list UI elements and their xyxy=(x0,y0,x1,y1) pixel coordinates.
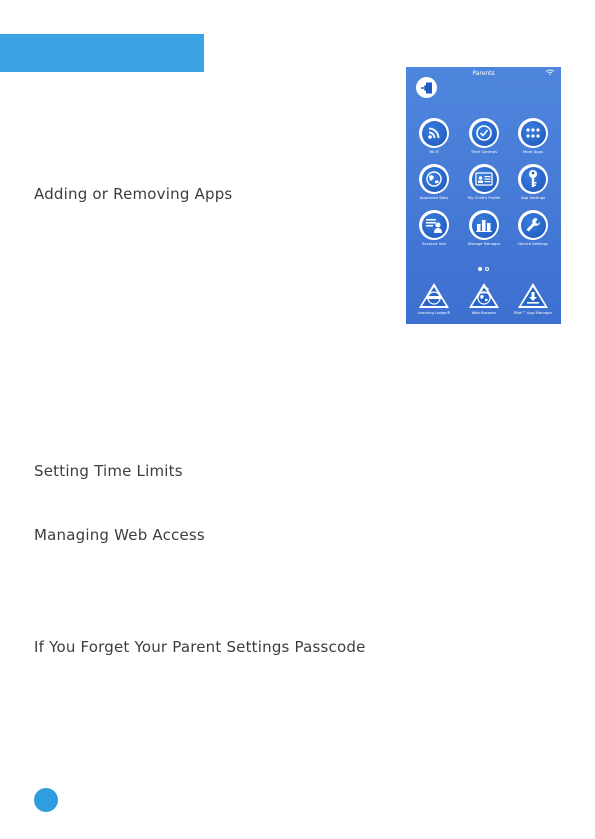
wifi-status-icon xyxy=(545,69,555,75)
dock-learning-lodge[interactable] xyxy=(412,282,456,322)
page-dot xyxy=(485,267,489,271)
wifi-icon xyxy=(426,125,442,141)
heading-setting-time-limits: Setting Time Limits xyxy=(34,462,183,480)
app-childs-profile[interactable] xyxy=(462,164,506,204)
clock-icon xyxy=(475,124,493,142)
page-indicator[interactable] xyxy=(406,267,561,273)
grid-dots-icon xyxy=(525,127,541,139)
page-dot-active xyxy=(478,267,482,271)
exit-door-icon[interactable] xyxy=(416,77,437,98)
app-label: Storage Manager xyxy=(467,241,501,246)
app-device-settings[interactable] xyxy=(511,210,555,250)
wrench-icon xyxy=(524,216,542,234)
app-label: Device Settings xyxy=(518,241,548,246)
profile-card-icon xyxy=(475,172,493,186)
app-approved-sites[interactable] xyxy=(412,164,456,204)
dock-web-browser[interactable] xyxy=(462,282,506,322)
app-more-apps[interactable] xyxy=(511,118,555,158)
dock-app-manager[interactable] xyxy=(511,282,555,322)
section-header-bar xyxy=(0,34,204,72)
app-app-settings[interactable] xyxy=(511,164,555,204)
app-label: Account Info xyxy=(422,241,446,246)
app-wifi[interactable] xyxy=(412,118,456,158)
dock-label: Pilot™ App Manager xyxy=(513,310,553,315)
parents-screen-screenshot xyxy=(406,67,561,324)
download-icon xyxy=(517,282,549,309)
heading-forget-passcode: If You Forget Your Parent Settings Passcode xyxy=(34,638,366,656)
heading-adding-removing-apps: Adding or Removing Apps xyxy=(34,185,233,203)
app-label: Wi-Fi xyxy=(429,149,439,154)
account-list-icon xyxy=(425,217,443,233)
app-storage-manager[interactable] xyxy=(462,210,506,250)
app-label: My Child's Profile xyxy=(467,195,501,200)
app-label: Approved Sites xyxy=(419,195,449,200)
app-account-info[interactable] xyxy=(412,210,456,250)
app-label: App Settings xyxy=(520,195,546,200)
screen-title: Parents xyxy=(472,70,495,77)
app-label: Time Controls xyxy=(470,149,498,154)
bar-chart-icon xyxy=(475,218,493,232)
dock-label: Web Browser xyxy=(471,310,497,315)
globe-icon xyxy=(425,170,443,188)
heading-managing-web-access: Managing Web Access xyxy=(34,526,205,544)
page-number-marker xyxy=(34,788,58,812)
app-label: More Apps xyxy=(522,149,543,154)
web-browser-icon xyxy=(468,282,500,309)
learning-lodge-icon xyxy=(418,282,450,309)
app-time-controls[interactable] xyxy=(462,118,506,158)
key-icon xyxy=(527,169,539,189)
dock-label: Learning Lodge® xyxy=(417,310,451,315)
